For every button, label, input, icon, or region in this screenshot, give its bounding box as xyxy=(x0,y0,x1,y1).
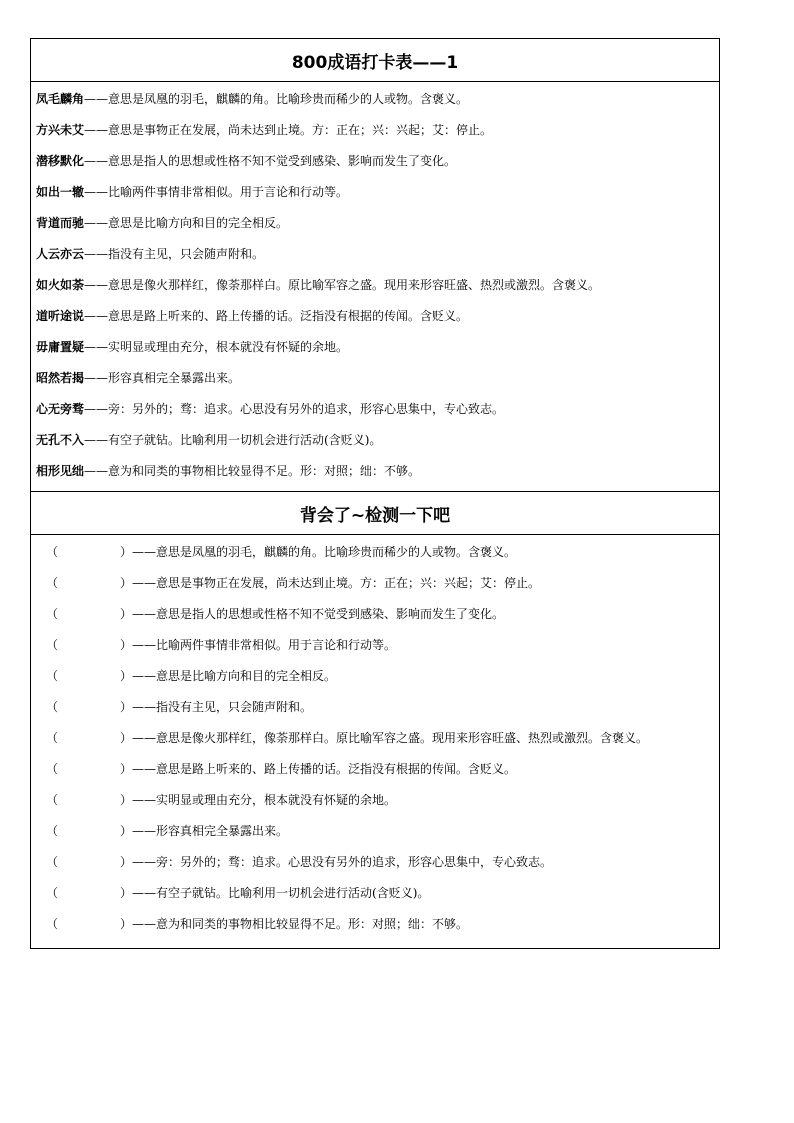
idiom-word: 毋庸置疑 xyxy=(36,340,85,354)
dash-separator: —— xyxy=(84,154,109,168)
idiom-entry xyxy=(36,115,719,146)
dash-separator: —— xyxy=(132,855,157,869)
idiom-meaning: 比喻两件事情非常相似。用于言论和行动等。 xyxy=(108,185,349,199)
quiz-meaning: 有空子就钻。比喻利用一切机会进行活动(含贬义)。 xyxy=(156,886,430,900)
quiz-row xyxy=(36,599,719,630)
idiom-entry xyxy=(36,208,719,239)
idiom-meaning: 形容真相完全暴露出来。 xyxy=(108,371,241,385)
quiz-row xyxy=(36,723,719,754)
answer-blank-close: ） xyxy=(120,700,133,714)
answer-blank-close: ） xyxy=(120,731,133,745)
idiom-word: 如出一辙 xyxy=(36,185,85,199)
answer-blank-open[interactable]: （ xyxy=(46,669,59,683)
idiom-entry xyxy=(36,177,719,208)
quiz-meaning: 意思是指人的思想或性格不知不觉受到感染、影响而发生了变化。 xyxy=(156,607,505,621)
quiz-row xyxy=(36,568,719,599)
dash-separator: —— xyxy=(84,185,109,199)
idiom-meaning: 意思是凤凰的羽毛，麒麟的角。比喻珍贵而稀少的人或物。含褒义。 xyxy=(108,92,469,106)
quiz-meaning: 指没有主见，只会随声附和。 xyxy=(156,700,313,714)
idiom-word: 相形见绌 xyxy=(36,464,85,478)
dash-separator: —— xyxy=(132,917,157,931)
quiz-row xyxy=(36,816,719,847)
idiom-entry xyxy=(36,84,719,115)
answer-blank-close: ） xyxy=(120,576,133,590)
idiom-word: 昭然若揭 xyxy=(36,371,85,385)
dash-separator: —— xyxy=(132,545,157,559)
answer-blank-open[interactable]: （ xyxy=(46,886,59,900)
answer-blank-close: ） xyxy=(120,793,133,807)
idiom-word: 无孔不入 xyxy=(36,433,85,447)
dash-separator: —— xyxy=(84,216,109,230)
answer-blank-close: ） xyxy=(120,545,133,559)
answer-blank-open[interactable]: （ xyxy=(46,638,59,652)
answer-blank-open[interactable]: （ xyxy=(46,545,59,559)
answer-blank-open[interactable]: （ xyxy=(46,824,59,838)
dash-separator: —— xyxy=(84,340,109,354)
quiz-row xyxy=(36,537,719,568)
dash-separator: —— xyxy=(84,309,109,323)
answer-blank-close: ） xyxy=(120,917,133,931)
idiom-meaning: 意思是指人的思想或性格不知不觉受到感染、影响而发生了变化。 xyxy=(108,154,457,168)
idiom-word: 道听途说 xyxy=(36,309,85,323)
answer-blank-open[interactable]: （ xyxy=(46,607,59,621)
dash-separator: —— xyxy=(84,278,109,292)
quiz-meaning: 意思是事物正在发展，尚未达到止境。方：正在；兴：兴起；艾：停止。 xyxy=(156,576,541,590)
quiz-meaning: 意为和同类的事物相比较显得不足。形：对照；绌：不够。 xyxy=(156,917,469,931)
idiom-word: 方兴未艾 xyxy=(36,123,85,137)
quiz-meaning: 实明显或理由充分，根本就没有怀疑的余地。 xyxy=(156,793,397,807)
dash-separator: —— xyxy=(84,92,109,106)
idiom-entry xyxy=(36,456,719,487)
answer-blank-close: ） xyxy=(120,607,133,621)
answer-blank-open[interactable]: （ xyxy=(46,700,59,714)
dash-separator: —— xyxy=(84,371,109,385)
dash-separator: —— xyxy=(84,123,109,137)
answer-blank-open[interactable]: （ xyxy=(46,855,59,869)
quiz-meaning: 意思是比喻方向和目的完全相反。 xyxy=(156,669,337,683)
idiom-meaning: 意思是比喻方向和目的完全相反。 xyxy=(108,216,289,230)
idiom-meaning: 实明显或理由充分，根本就没有怀疑的余地。 xyxy=(108,340,349,354)
quiz-row xyxy=(36,661,719,692)
answer-blank-close: ） xyxy=(120,669,133,683)
quiz-meaning: 形容真相完全暴露出来。 xyxy=(156,824,289,838)
idiom-entry xyxy=(36,146,719,177)
idiom-entry xyxy=(36,425,719,456)
idiom-word: 背道而驰 xyxy=(36,216,85,230)
quiz-list xyxy=(31,535,719,948)
idiom-entry xyxy=(36,301,719,332)
idiom-entry xyxy=(36,394,719,425)
answer-blank-close: ） xyxy=(120,886,133,900)
idiom-meaning: 意思是事物正在发展，尚未达到止境。方：正在；兴：兴起；艾：停止。 xyxy=(108,123,493,137)
answer-blank-close: ） xyxy=(120,638,133,652)
quiz-title: 背会了~检测一下吧 xyxy=(31,492,719,535)
dash-separator: —— xyxy=(132,638,157,652)
idiom-meaning: 指没有主见，只会随声附和。 xyxy=(108,247,265,261)
answer-blank-close: ） xyxy=(120,762,133,776)
quiz-meaning: 比喻两件事情非常相似。用于言论和行动等。 xyxy=(156,638,397,652)
answer-blank-open[interactable]: （ xyxy=(46,762,59,776)
dash-separator: —— xyxy=(84,402,109,416)
idiom-word: 如火如荼 xyxy=(36,278,85,292)
quiz-row xyxy=(36,630,719,661)
idiom-meaning: 意思是路上听来的、路上传播的话。泛指没有根据的传闻。含贬义。 xyxy=(108,309,469,323)
sheet-title: 800成语打卡表——1 xyxy=(31,39,719,82)
idiom-entry xyxy=(36,363,719,394)
quiz-meaning: 意思是像火那样红，像荼那样白。原比喻军容之盛。现用来形容旺盛、热烈或激烈。含褒义。 xyxy=(156,731,649,745)
idiom-entry xyxy=(36,239,719,270)
dash-separator: —— xyxy=(132,762,157,776)
quiz-meaning: 意思是路上听来的、路上传播的话。泛指没有根据的传闻。含贬义。 xyxy=(156,762,517,776)
dash-separator: —— xyxy=(84,464,109,478)
idiom-sheet xyxy=(30,38,720,949)
idiom-meaning: 意为和同类的事物相比较显得不足。形：对照；绌：不够。 xyxy=(108,464,421,478)
idiom-word: 人云亦云 xyxy=(36,247,85,261)
dash-separator: —— xyxy=(132,576,157,590)
dash-separator: —— xyxy=(132,669,157,683)
answer-blank-close: ） xyxy=(120,855,133,869)
dash-separator: —— xyxy=(84,247,109,261)
idiom-entry xyxy=(36,270,719,301)
dash-separator: —— xyxy=(84,433,109,447)
answer-blank-open[interactable]: （ xyxy=(46,917,59,931)
quiz-row xyxy=(36,754,719,785)
dash-separator: —— xyxy=(132,700,157,714)
quiz-row xyxy=(36,878,719,909)
quiz-row xyxy=(36,785,719,816)
answer-blank-open[interactable]: （ xyxy=(46,793,59,807)
answer-blank-close: ） xyxy=(120,824,133,838)
quiz-meaning: 旁：另外的；骛：追求。心思没有另外的追求，形容心思集中，专心致志。 xyxy=(156,855,553,869)
idiom-word: 凤毛麟角 xyxy=(36,92,85,106)
quiz-row xyxy=(36,847,719,878)
quiz-meaning: 意思是凤凰的羽毛，麒麟的角。比喻珍贵而稀少的人或物。含褒义。 xyxy=(156,545,517,559)
idiom-list xyxy=(31,82,719,492)
idiom-entry xyxy=(36,332,719,363)
quiz-row xyxy=(36,692,719,723)
idiom-meaning: 旁：另外的；骛：追求。心思没有另外的追求，形容心思集中，专心致志。 xyxy=(108,402,505,416)
dash-separator: —— xyxy=(132,607,157,621)
dash-separator: —— xyxy=(132,793,157,807)
idiom-meaning: 意思是像火那样红，像荼那样白。原比喻军容之盛。现用来形容旺盛、热烈或激烈。含褒义。 xyxy=(108,278,601,292)
idiom-meaning: 有空子就钻。比喻利用一切机会进行活动(含贬义)。 xyxy=(108,433,382,447)
idiom-word: 潜移默化 xyxy=(36,154,85,168)
idiom-word: 心无旁骛 xyxy=(36,402,85,416)
answer-blank-open[interactable]: （ xyxy=(46,576,59,590)
dash-separator: —— xyxy=(132,824,157,838)
quiz-row xyxy=(36,909,719,940)
dash-separator: —— xyxy=(132,731,157,745)
dash-separator: —— xyxy=(132,886,157,900)
answer-blank-open[interactable]: （ xyxy=(46,731,59,745)
